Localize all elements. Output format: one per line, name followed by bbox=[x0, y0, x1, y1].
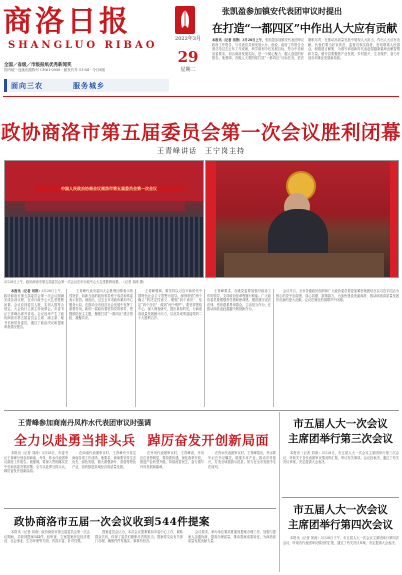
box1-line2: 主席团举行第三次会议 bbox=[288, 433, 393, 445]
third-col2-text: 提案委员会认为，本次会议提案紧扣市委中心工作，紧贴群众关切，体现了委员们履职尽责的担当。提案将交由有关部门办理，确保件件有落实、事事有回音。 bbox=[95, 530, 183, 544]
main-column-3 bbox=[138, 289, 202, 407]
issue-weekday: 星期二 bbox=[180, 67, 196, 73]
meta-line-1: 全国／省级／市级报纸优秀新闻奖 bbox=[4, 63, 72, 68]
main-col4-text: 王青峰要求，各级党委要加强对政协工作的领导，支持政协依章程履行职能。广大政协委员要增强责任感和使命感，模范遵守宪法法律，密切联系界别群众，主动担当作为，在推动商洛追赶超越中展现新作为。 bbox=[207, 289, 271, 312]
newspaper-pinyin: SHANGLUO RIBAO bbox=[8, 40, 158, 51]
third-col1-text: 本报讯（记者 刘涛）政协商洛市第五届委员会第一次会议期间，共收到提案544件。经审查，立案提案涉及经济建设、社会事业、生态环保等方面，内容丰富，针对性强。 bbox=[4, 530, 90, 544]
closing-ceremony-photo bbox=[4, 160, 204, 278]
main-col5-text: 会议号召，全市各级政协组织和广大政协委员要更加紧密地团结在以习近平同志为核心的党中央周围，同心同德、群策群力，为加快建设美丽商洛、推动商洛高质量发展作出新的更大贡献。会议在雄壮的国歌声中闭幕。 bbox=[276, 289, 399, 303]
box1-line1: 市五届人大一次会议 bbox=[293, 418, 388, 430]
top-story-body bbox=[212, 38, 400, 94]
sub-right: 王宁岗主持 bbox=[205, 147, 245, 155]
top-story-text: 张凯盈参加镇安代表团审议政府工作报告，与代表们共商发展大计。他说，政府工作报告全面总结过去五年工作成就，科学谋划今后发展目标，符合中央和省委要求，切合商洛发展实际，是一个凝心聚力、催人奋进的好报告。他强调，各级人大要围绕打造“一都四区”目标任务，依法履职尽责，在推动高质量发展中展现人大担当，作出人大应有贡献。代表们要当好宣传员、监督员和实践者，密切联系人民群众，积极建言献策，为谱写商洛新时代追赶超越新篇章贡献智慧和力量。镇安县要聚焦产业发展、乡村振兴、生态保护，奋力开创各项事业发展新局面。 bbox=[212, 38, 400, 61]
second-col1-text: 本报讯（记者 刘涛）3月28日，市委书记王青峰分别参加商南、丹凤、柞水代表团审议政府工作报告。他强调，要深入贯彻落实党中央和省委决策部署，全力以赴勇当排头兵，踔厉奋发开创新局面。 bbox=[4, 451, 68, 474]
third-story-headline: 政协商洛市五届一次会议收到544件提案 bbox=[14, 516, 210, 528]
headline-left: 全力以赴勇当排头兵 bbox=[14, 434, 136, 449]
box2-text: 本报讯（记者 刘涛）3月28日下午，市五届人大一次会议主席团举行第四次会议，听取各代表团审议情况的汇报，通过了有关决议草案，决定提请大会表决。 bbox=[283, 536, 399, 545]
second-column-4 bbox=[208, 451, 276, 507]
main-col3-text: 王青峰强调，要坚持以习近平新时代中国特色社会主义思想为指导，深刻领悟“两个确立”的决定性意义，增强“四个意识”、坚定“四个自信”、做到“两个维护”。要坚持围绕中心，深入调查研究，提出真知灼见，为商洛高质量发展献计出力，以优异成绩迎接党的二十大胜利召开。 bbox=[138, 289, 202, 321]
second-col3-text: 在丹凤代表团审议时，王青峰说，丹凤区位优势明显，要抢抓机遇，深化改革开放，推进产业转型升级，持续改善民生，奋力谱写丹凤发展新篇章。 bbox=[140, 451, 204, 469]
flag-left-icon bbox=[206, 161, 216, 278]
issue-year-month: 2022年3月 bbox=[175, 36, 201, 42]
newspaper-title: 商洛日报 bbox=[3, 4, 132, 38]
right-box-1-text bbox=[283, 451, 399, 495]
top-story-headline: 在打造“一都四区”中作出人大应有贡献 bbox=[212, 22, 398, 35]
main-column-1 bbox=[4, 289, 64, 407]
main-column-5 bbox=[276, 289, 399, 407]
stage-banner: 中国人民政治协商会议商洛市第五届委员会第一次会议 bbox=[35, 185, 183, 192]
masthead-meta bbox=[4, 63, 169, 73]
box-divider bbox=[279, 412, 280, 572]
slogan-left: 面向三农 bbox=[11, 81, 43, 90]
photo-caption: 3月28日上午，政协商洛市第五届委员会第一次会议在市行政中心大礼堂胜利闭幕。（记者 刘涛 摄） bbox=[4, 280, 146, 284]
audience-rows bbox=[5, 217, 204, 278]
box2-line2: 主席团举行第四次会议 bbox=[288, 519, 393, 531]
column-rule bbox=[66, 289, 67, 407]
stage-backdrop bbox=[5, 161, 204, 201]
right-box-1-headline bbox=[282, 417, 399, 447]
column-rule bbox=[135, 289, 136, 407]
flag-right-icon bbox=[390, 161, 399, 278]
main-subheadline bbox=[0, 146, 402, 156]
rostrum-table bbox=[25, 201, 185, 211]
box2-line1: 市五届人大一次会议 bbox=[293, 504, 388, 516]
podium bbox=[224, 253, 384, 278]
main-column-4 bbox=[207, 289, 271, 407]
main-col2-text: 王青峰代表市委向大会胜利闭幕表示热烈祝贺，向新当选的政协领导班子成员和常委表示祝贺。他指出，过去五年市政协紧扣中心服务大局，在推动全市经济社会发展中发挥了重要作用。新的一届政协要坚持党的领导，把握团结民主主题，聚焦打造“一都四区”建言资政、凝聚共识。 bbox=[69, 289, 133, 321]
speaker-photo bbox=[205, 160, 399, 278]
second-column-1 bbox=[4, 451, 68, 507]
box-separator bbox=[282, 497, 399, 498]
second-column-2 bbox=[72, 451, 136, 507]
third-col3-text: 会议要求，承办单位要高度重视提案办理工作，加强与提案人沟通协商，提高办理质量，推动提案成果转化，为商洛高质量发展贡献力量。 bbox=[188, 530, 276, 544]
second-story-headline bbox=[14, 430, 279, 449]
second-col4-text: 在柞水代表团审议时，王青峰指出，柞水要牢记总书记嘱托，做强木耳产业，推动乡村振兴，打造全域旅游示范县，努力在全市发展中走在前列。 bbox=[208, 451, 276, 469]
third-column-1 bbox=[4, 530, 90, 572]
box1-text: 本报讯（记者 刘涛）3月28日，市五届人大一次会议主席团举行第三次会议，听取关于各代表团审议情况的汇报，审议有关事项。会议经表决，通过了有关决议草案，决定提请大会表决。 bbox=[283, 451, 399, 465]
second-col2-text: 在商南代表团审议时，王青峰充分肯定商南各项工作成绩。他要求，商南要坚持生态优先、绿色发展，做大做强茶叶、香菇等特色产业，加快推进县域经济高质量发展。 bbox=[72, 451, 136, 469]
column-rule bbox=[273, 289, 274, 407]
third-column-2 bbox=[95, 530, 183, 572]
main-col1-lead: 本报讯（记者 刘涛） bbox=[11, 289, 42, 293]
top-story-kicker: 张凯盈参加镇安代表团审议时提出 bbox=[222, 6, 342, 16]
masthead-divider bbox=[3, 96, 399, 97]
second-story-kicker: 王青峰参加商南丹凤柞水代表团审议时强调 bbox=[18, 418, 151, 427]
main-column-2 bbox=[69, 289, 133, 407]
masthead bbox=[0, 0, 402, 108]
top-story-lead: 本报讯（记者 刘涛）3月28日上午， bbox=[212, 38, 266, 42]
third-column-3 bbox=[188, 530, 276, 572]
right-box-2-text bbox=[283, 536, 399, 572]
crane-logo-icon bbox=[175, 6, 195, 34]
issue-day: 29 bbox=[177, 48, 199, 66]
column-rule bbox=[204, 289, 205, 407]
slogan-bar bbox=[4, 79, 169, 92]
main-headline: 政协商洛市第五届委员会第一次会议胜利闭幕 bbox=[0, 121, 401, 144]
section-divider bbox=[4, 508, 276, 509]
sub-left: 王青峰讲话 bbox=[157, 147, 197, 155]
section-divider bbox=[4, 410, 399, 411]
right-box-2-headline bbox=[282, 503, 399, 533]
slogan-right: 服务城乡 bbox=[73, 81, 105, 90]
meta-line-2: 国内统一连续出版物号 CN61-0056 · 邮发代号 51-84 · 今日8版 bbox=[4, 68, 106, 72]
main-col1-text: 3月28日上午，政协商洛市第五届委员会第一次会议圆满完成各项议程，在市行政中心大礼堂胜利闭幕。会议应到委员人数，实到人数符合规定。大会执行主席主持闭幕会。市委书记王青峰出席并讲话。会议选举产生了政协商洛市第五届委员会主席、副主席、秘书长和常务委员，通过了政治决议和提案审查情况报告。 bbox=[4, 289, 64, 330]
second-column-3 bbox=[140, 451, 204, 507]
headline-right: 踔厉奋发开创新局面 bbox=[147, 434, 270, 449]
